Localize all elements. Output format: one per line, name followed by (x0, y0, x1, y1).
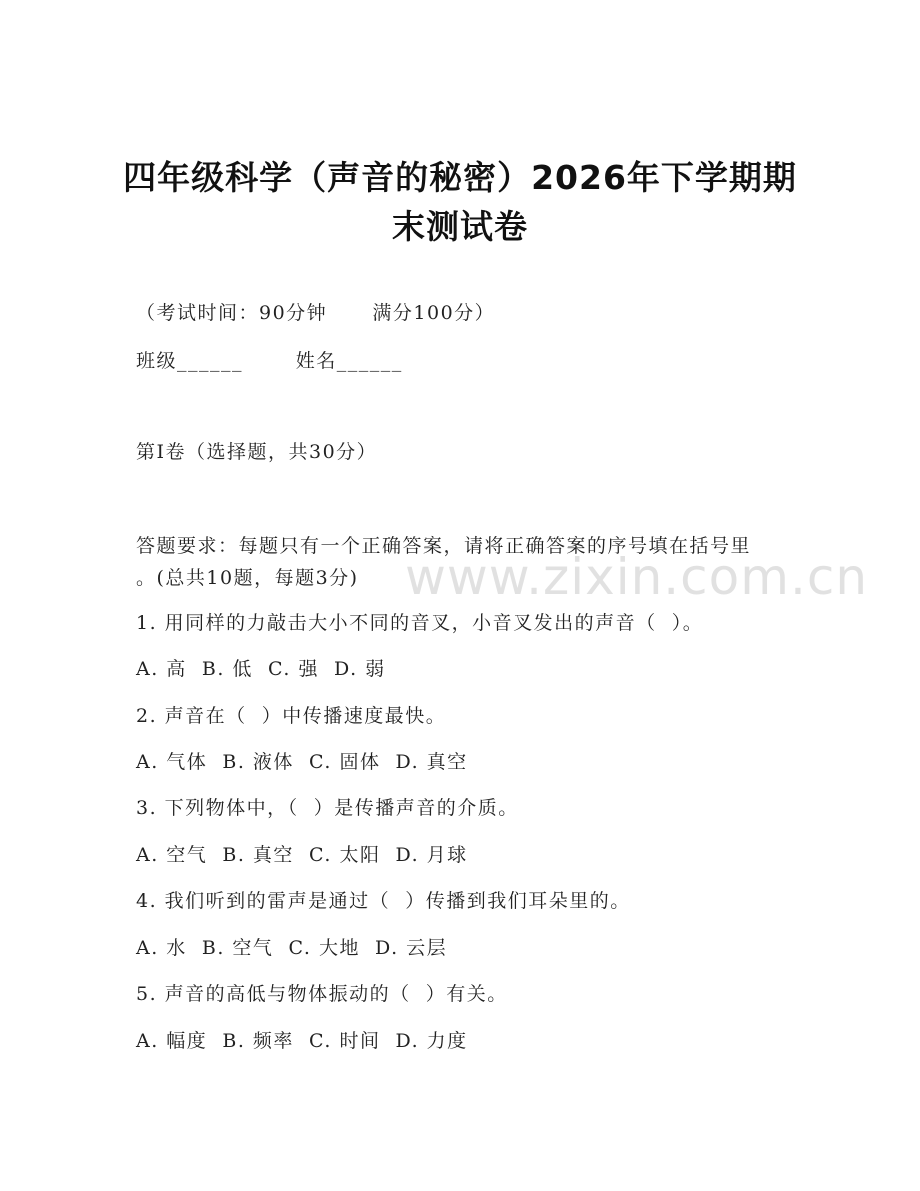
watermark: www.zixin.com.cn (405, 548, 869, 606)
instructions-line-2: 。(总共10题，每题3分) (136, 567, 359, 589)
exam-title-line-1: 四年级科学（声音的秘密）2026年下学期期 (123, 158, 797, 197)
question-3-options: A. 空气 B. 真空 C. 太阳 D. 月球 (136, 844, 468, 866)
question-1-stem: 1. 用同样的力敲击大小不同的音叉，小音叉发出的声音（ ）。 (136, 612, 704, 634)
question-1-options: A. 高 B. 低 C. 强 D. 弱 (136, 658, 386, 680)
question-3-stem: 3. 下列物体中，（ ）是传播声音的介质。 (136, 797, 519, 819)
question-5-options: A. 幅度 B. 频率 C. 时间 D. 力度 (136, 1030, 468, 1052)
section-title: 第I卷（选择题，共30分） (136, 441, 378, 463)
instructions-line-1: 答题要求：每题只有一个正确答案，请将正确答案的序号填在括号里 (136, 535, 752, 557)
question-2-stem: 2. 声音在（ ）中传播速度最快。 (136, 705, 447, 727)
class-name-fields: 班级______ 姓名______ (136, 350, 403, 372)
question-5-stem: 5. 声音的高低与物体振动的（ ）有关。 (136, 983, 508, 1005)
exam-title-line-2: 末测试卷 (392, 207, 528, 246)
question-4-options: A. 水 B. 空气 C. 大地 D. 云层 (136, 937, 448, 959)
exam-info: （考试时间：90分钟 满分100分） (136, 302, 496, 324)
question-4-stem: 4. 我们听到的雷声是通过（ ）传播到我们耳朵里的。 (136, 890, 631, 912)
question-2-options: A. 气体 B. 液体 C. 固体 D. 真空 (136, 751, 468, 773)
